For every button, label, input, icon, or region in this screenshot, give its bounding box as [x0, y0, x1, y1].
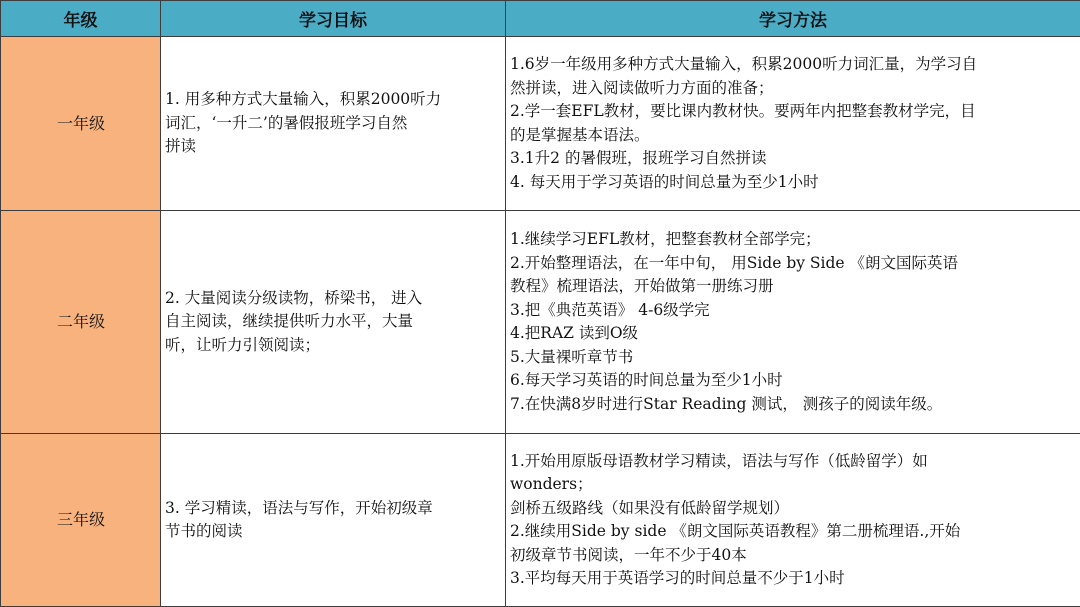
- table-header: [1, 1, 1080, 37]
- goal-line: 自主阅读，继续提供听力水平，大量: [165, 312, 414, 331]
- method-line: 2.学一套EFL教材，要比课内教材快。要两年内把整套教材学完，目: [510, 102, 976, 120]
- goal-line: 2. 大量阅读分级读物，桥梁书， 进入: [165, 288, 423, 307]
- method-cell: [506, 37, 1080, 211]
- method-line: 3.1升2 的暑假班，报班学习自然拼读: [510, 149, 767, 167]
- goal-line: 节书的阅读: [165, 522, 243, 540]
- header-method: 学习方法: [506, 1, 1080, 37]
- method-line: 然拼读，进入阅读做听力方面的准备；: [510, 78, 774, 97]
- method-line: wonders；: [510, 475, 593, 493]
- goal-line: 听，让听力引领阅读；: [165, 335, 321, 354]
- method-line: 2.继续用Side by side 《朗文国际英语教程》第二册梳理语.,开始: [510, 522, 961, 540]
- goal-line: 3. 学习精读，语法与写作，开始初级章: [165, 498, 433, 517]
- grade-cell: 一年级: [1, 37, 161, 211]
- method-line: 初级章节书阅读，一年不少于40本: [510, 545, 747, 564]
- method-line: 7.在快满8岁时进行Star Reading 测试， 测孩子的阅读年级。: [510, 394, 943, 413]
- method-line: 3.平均每天用于英语学习的时间总量不少于1小时: [510, 569, 845, 587]
- grade-cell: 三年级: [1, 434, 161, 607]
- header-goal: 学习目标: [161, 1, 506, 37]
- goal-cell: [161, 434, 506, 607]
- method-line: 2.开始整理语法，在一年中旬， 用Side by Side 《朗文国际英语: [510, 253, 959, 272]
- goal-cell: [161, 37, 506, 211]
- method-line: 1.6岁一年级用多种方式大量输入，积累2000听力词汇量，为学习自: [510, 55, 978, 73]
- table-row: [1, 434, 1080, 607]
- method-line: 4.把RAZ 读到O级: [510, 324, 639, 342]
- grade-cell: 二年级: [1, 211, 161, 434]
- method-cell: [506, 211, 1080, 434]
- table-body: [1, 37, 1080, 607]
- method-line: 的是掌握基本语法。: [510, 125, 650, 144]
- method-line: 剑桥五级路线（如果没有低龄留学规划）: [510, 498, 790, 517]
- table-row: [1, 37, 1080, 211]
- header-grade: 年级: [1, 1, 161, 37]
- method-line: 1.继续学习EFL教材，把整套教材全部学完；: [510, 230, 821, 248]
- goal-line: 词汇，‘一升二’的暑假报班学习自然: [165, 113, 408, 132]
- goal-cell: [161, 211, 506, 434]
- method-line: 6.每天学习英语的时间总量为至少1小时: [510, 371, 783, 389]
- header-row: [1, 1, 1080, 37]
- goal-line: 1. 用多种方式大量输入，积累2000听力: [165, 90, 442, 109]
- method-line: 1.开始用原版母语教材学习精读，语法与写作（低龄留学）如: [510, 451, 928, 470]
- table-row: [1, 211, 1080, 434]
- method-line: 教程》梳理语法，开始做第一册练习册: [510, 277, 774, 295]
- method-line: 4. 每天用于学习英语的时间总量为至少1小时: [510, 172, 819, 191]
- method-line: 3.把《典范英语》 4-6级学完: [510, 300, 710, 319]
- method-cell: [506, 434, 1080, 607]
- method-line: 5.大量裸听章节书: [510, 347, 634, 366]
- goal-line: 拼读: [165, 137, 197, 156]
